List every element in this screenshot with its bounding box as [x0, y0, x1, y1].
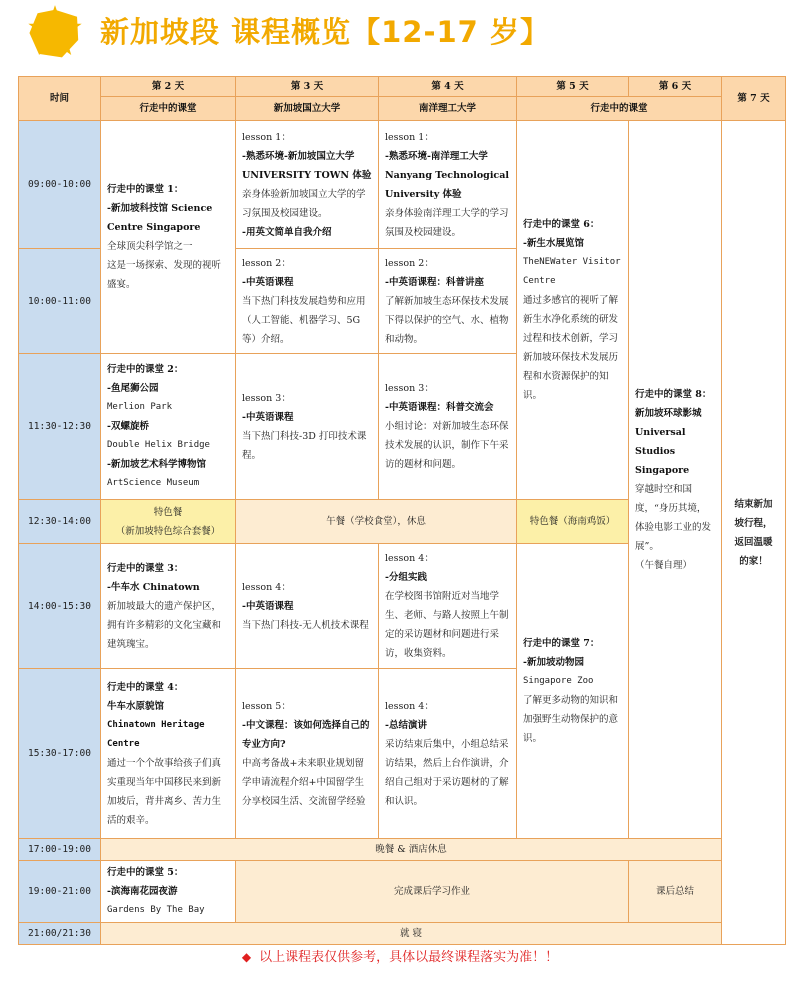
header-day-4: 第 4 天: [379, 77, 517, 97]
footnote: [0, 946, 800, 969]
page-title: 新加坡段 课程概览【12-17 岁】: [100, 15, 550, 49]
day5-lunch: 特色餐（海南鸡饭）: [517, 500, 629, 544]
header-day-7: 第 7 天: [722, 77, 786, 121]
header-time: 时间: [19, 77, 101, 121]
header-day-5: 第 5 天: [517, 77, 629, 97]
day2-class-5: 行走中的课堂 5： -滨海南花园夜游 Gardens By The Bay: [101, 861, 236, 923]
time-slot: 09:00-10:00: [19, 121, 101, 249]
day6-summary: 课后总结: [629, 861, 722, 923]
day4-lesson-1: lesson 1： -熟悉环境-南洋理工大学 Nanyang Technological University 体验 亲身体验南洋理工大学的学习氛围及校园建设。: [379, 121, 517, 249]
day4-lesson-4-speech: lesson 4： -总结演讲 采访结束后集中，小组总结采访结果，然后上台作演讲，介绍自己组对于采访题材的了解和认识。: [379, 669, 517, 839]
footnote-text: 以上课程表仅供参考，具体以最终课程落实为准！！: [259, 950, 559, 965]
sleep-row: 就 寝: [101, 923, 722, 945]
day7-end: 结束新加坡行程，返回温暖的家！: [722, 121, 786, 945]
day2-class-4: 行走中的课堂 4： 牛车水原貌馆 Chinatown Heritage Centre 通过一个个故事给孩子们真实重现当年中国移民来到新加坡后，背井离乡、苦力生活的艰辛。: [101, 669, 236, 839]
time-slot: 15:30-17:00: [19, 669, 101, 839]
dinner-row: 晚餐 & 酒店休息: [101, 839, 722, 861]
day6-class-8: 行走中的课堂 8： 新加坡环球影城 Universal Studios Singapore 穿越时空和国度，“身历其境，体验电影工业的发展”。 （午餐自理）: [629, 121, 722, 839]
diamond-icon: ◆: [241, 950, 252, 964]
time-slot: 12:30-14:00: [19, 500, 101, 544]
theme-day-2: 行走中的课堂: [101, 97, 236, 121]
day2-class-3: 行走中的课堂 3： -牛车水 Chinatown 新加坡最大的遗产保护区，拥有许多精彩的文化宝藏和建筑瑰宝。: [101, 544, 236, 669]
day2-lunch: 特色餐 （新加坡特色综合套餐）: [101, 500, 236, 544]
day5-class-6: 行走中的课堂 6： -新生水展览馆 TheNEWater Visitor Centre 通过多感官的视听了解新生水净化系统的研发过程和技术创新，学习新加坡环保技术发展历程和水资源保护的知识。: [517, 121, 629, 500]
day3-lesson-5: lesson 5： -中文课程：该如何选择自己的专业方向? 中高考备战+未来职业规划留学申请流程介绍+中国留学生分享校园生活、交流留学经验: [236, 669, 379, 839]
time-slot: 11:30-12:30: [19, 354, 101, 500]
day4-lesson-3: lesson 3： -中英语课程：科普交流会 小组讨论：对新加坡生态环保技术发展的认识，制作下午采访的题材和问题。: [379, 354, 517, 500]
day3-lesson-4: lesson 4： -中英语课程 当下热门科技-无人机技术课程: [236, 544, 379, 669]
homework-row: 完成课后学习作业: [236, 861, 629, 923]
day3-lesson-3: lesson 3： -中英语课程 当下热门科技-3D 打印技术课程。: [236, 354, 379, 500]
schedule-table: [18, 76, 786, 945]
day2-class-2: 行走中的课堂 2： -鱼尾狮公园 Merlion Park -双螺旋桥 Double Helix Bridge -新加坡艺术科学博物馆 ArtScience Museum: [101, 354, 236, 500]
day3-lesson-1: lesson 1： -熟悉环境-新加坡国立大学 UNIVERSITY TOWN 体验 亲身体验新加坡国立大学的学习氛围及校园建设。 -用英文简单自我介绍: [236, 121, 379, 249]
header-day-3: 第 3 天: [236, 77, 379, 97]
day4-lesson-4-practice: lesson 4： -分组实践 在学校图书馆附近对当地学生、老师、与路人按照上午制定的采访题材和问题进行采访，收集资料。: [379, 544, 517, 669]
day2-class-1: 行走中的课堂 1： -新加坡科技馆 Science Centre Singapore 全球顶尖科学馆之一 这是一场探索、发现的视听盛宴。: [101, 121, 236, 354]
time-slot: 17:00-19:00: [19, 839, 101, 861]
star-icon: [26, 4, 84, 62]
theme-day-4: 南洋理工大学: [379, 97, 517, 121]
time-slot: 19:00-21:00: [19, 861, 101, 923]
theme-day-5-6: 行走中的课堂: [517, 97, 722, 121]
header-day-6: 第 6 天: [629, 77, 722, 97]
day4-lesson-2: lesson 2： -中英语课程：科普讲座 了解新加坡生态环保技术发展下得以保护的空气、水、植物和动物。: [379, 249, 517, 354]
time-slot: 21:00/21:30: [19, 923, 101, 945]
page-header: [0, 0, 800, 66]
day5-class-7: 行走中的课堂 7： -新加坡动物园 Singapore Zoo 了解更多动物的知识和加强野生动物保护的意识。: [517, 544, 629, 839]
time-slot: 10:00-11:00: [19, 249, 101, 354]
day3-lesson-2: lesson 2： -中英语课程 当下热门科技发展趋势和应用（人工智能、机器学习、5G 等）介绍。: [236, 249, 379, 354]
theme-day-3: 新加坡国立大学: [236, 97, 379, 121]
header-day-2: 第 2 天: [101, 77, 236, 97]
day3-4-lunch: 午餐（学校食堂），休息: [236, 500, 517, 544]
time-slot: 14:00-15:30: [19, 544, 101, 669]
